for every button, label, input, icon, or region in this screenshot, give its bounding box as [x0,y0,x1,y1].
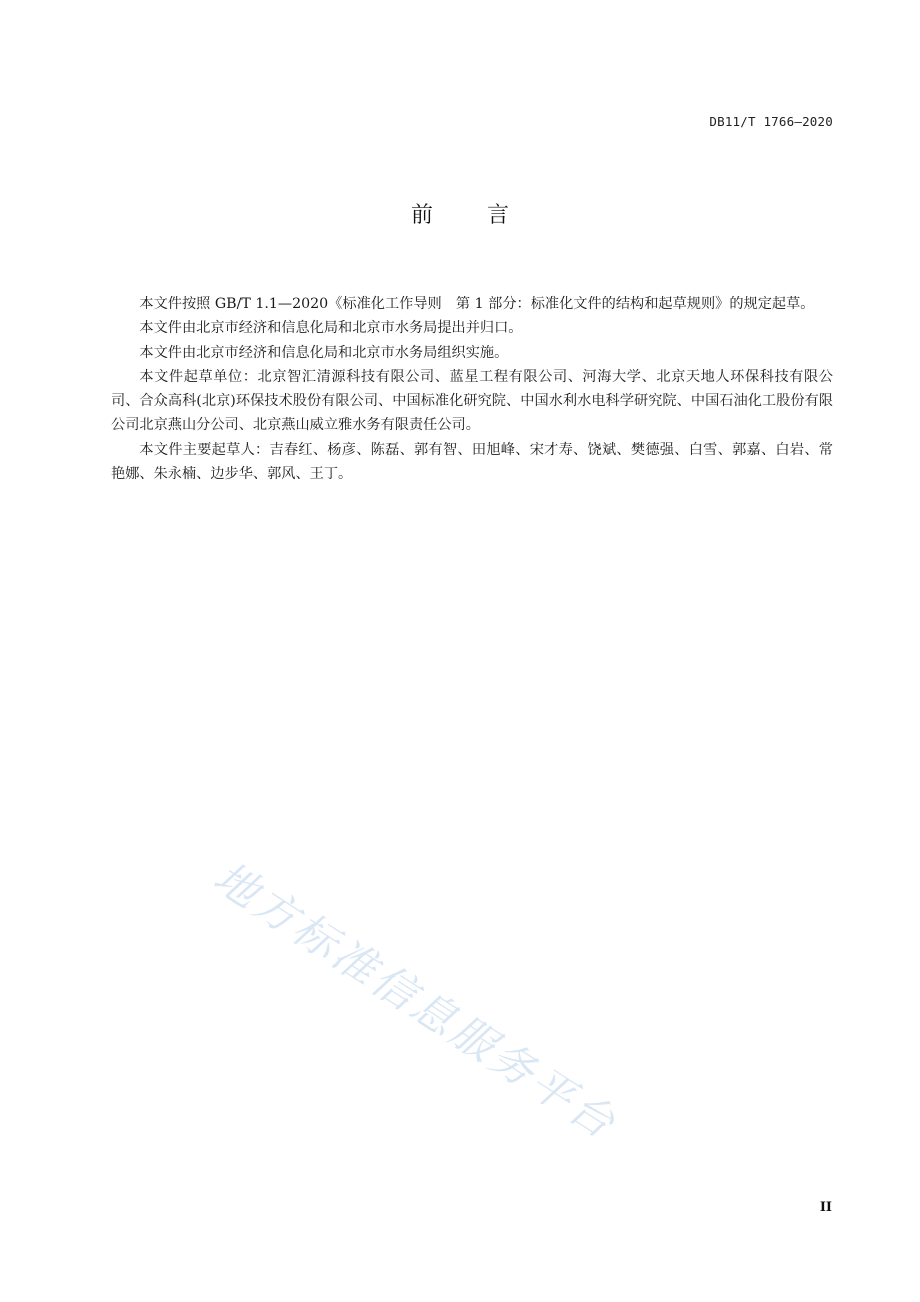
paragraph-drafting-units: 本文件起草单位：北京智汇清源科技有限公司、蓝星工程有限公司、河海大学、北京天地人环保科技有限公司、合众高科(北京)环保技术股份有限公司、中国标准化研究院、中国水利水电科学研究院、中国石油化工股份有限公司北京燕山分公司、北京燕山威立雅水务有限责任公司。 [111,368,833,434]
paragraph-proposer: 本文件由北京市经济和信息化局和北京市水务局提出并归口。 [139,320,523,337]
paragraph-implementer: 本文件由北京市经济和信息化局和北京市水务局组织实施。 [139,344,509,361]
watermark: 地方标准信息服务平台 [204,852,626,1151]
page-title: 前言 [410,203,563,228]
paragraph-drafting-rules: 本文件按照 GB/T 1.1—2020《标准化工作导则 第 1 部分：标准化文件的结构和起草规则》的规定起草。 [139,296,815,312]
foreword-body [111,292,833,486]
page-number: II [819,1200,832,1215]
standard-code: DB11/T 1766—2020 [709,114,833,129]
paragraph-drafters: 本文件主要起草人：吉春红、杨彦、陈磊、郭有智、田旭峰、宋才寿、饶斌、樊德强、白雪、郭嘉、白岩、常艳娜、朱永楠、边步华、郭风、王丁。 [111,441,833,483]
